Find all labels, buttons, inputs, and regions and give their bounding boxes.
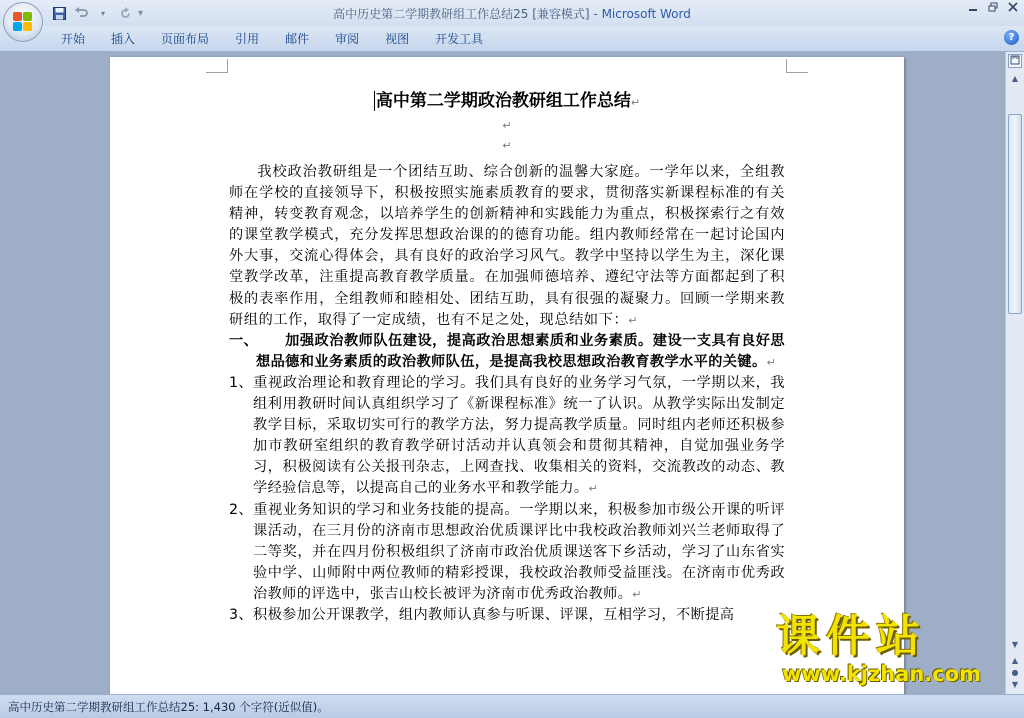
restore-button[interactable] — [986, 2, 1000, 16]
minimize-button[interactable] — [966, 2, 980, 16]
ribbon-tab-bar — [0, 26, 1024, 52]
empty-paragraph[interactable] — [229, 115, 785, 135]
word-count-status[interactable]: 高中历史第二学期教研组工作总结25: 1,430 个字符(近似值)。 — [8, 700, 329, 714]
list-item[interactable]: 1、重视政治理论和教育理论的学习。我们具有良好的业务学习气氛，一学期以来，我组利用教研时间认真组织学习了《新课程标准》统一了认识。从教学实际出发制定教学目标，采取切实可行的教学方法，努力提高教学质量。同时组内老师还积极参加市教研室组织的教育教学研讨活动并认真领会和贯彻其精神，自觉加强业务学习，积极阅读有公关报刊杂志，上网查找、收集相关的资料，交流教改的动态、教学经验信息等，以提高自己的业务水平和教学能力。↵ — [229, 374, 785, 497]
paragraph-mark-icon: ↵ — [632, 587, 642, 601]
document-name: 高中历史第二学期教研组工作总结25 [兼容模式] — [333, 7, 590, 21]
text-cursor — [374, 91, 375, 111]
restore-icon — [988, 2, 998, 12]
ruler-icon — [1010, 55, 1020, 65]
scroll-down-button[interactable] — [1008, 638, 1022, 652]
tab-review[interactable]: 审阅 — [335, 32, 360, 46]
scroll-up-button[interactable] — [1008, 72, 1022, 86]
double-arrow-down-icon: ▼ — [1011, 680, 1019, 689]
close-button[interactable] — [1006, 2, 1020, 16]
list-item-number: 2、 — [229, 501, 254, 518]
browse-object-icon: ● — [1011, 668, 1019, 677]
tab-mailings[interactable]: 邮件 — [285, 32, 310, 46]
tab-references[interactable]: 引用 — [235, 32, 260, 46]
minimize-icon — [968, 2, 978, 12]
tab-developer[interactable]: 开发工具 — [435, 32, 484, 46]
arrow-down-icon: ▼ — [1011, 640, 1019, 649]
paragraph-mark-icon: ↵ — [630, 96, 641, 109]
title-bar — [0, 0, 1024, 26]
window-controls — [966, 2, 1020, 16]
office-logo-icon — [13, 12, 33, 32]
intro-paragraph[interactable]: 我校政治教研组是一个团结互助、综合创新的温馨大家庭。一学年以来，全组教师在学校的直接领导下，积极按照实施素质教育的要求，贯彻落实新课程标准的有关精神，转变教育观念，以培养学生的创新精神和实践能力为重点，积极探索行之有效的课堂教学模式，充分发挥思想政治课的的德育功能。组内教师经常在一起讨论国内外大事，交流心得体会，具有良好的政治学习风气。教学中坚持以学生为主，深化课堂教学改革，注重提高教育教学质量。在加强师德培养、遵纪守法等方面都起到了积极的表率作用，全组教师和睦相处、团结互助，具有很强的凝聚力。回顾一学期来教研组的工作，取得了一定成绩，也有不足之处，现总结如下：↵ — [229, 164, 785, 328]
list-item[interactable]: 2、重视业务知识的学习和业务技能的提高。一学期以来，积极参加市级公开课的听评课活动，在三月份的济南市思想政治优质课评比中我校政治教师刘兴兰老师取得了二等奖，并在四月份积极组织了济南市政治优质课送客下乡活动，学习了山东省实验中学、山师附中两位教师的精彩授课，我校政治教师受益匪浅。在济南市优秀政治教师的评选中，张吉山校长被评为济南市优秀政治教师。↵ — [229, 501, 785, 602]
document-title[interactable]: 高中第二学期政治教研组工作总结↵ — [375, 91, 641, 111]
tab-home[interactable]: 开始 — [61, 32, 86, 46]
section-heading[interactable]: 一、 加强政治教师队伍建设，提高政治思想素质和业务素质。建设一支具有良好思想品德和业务素质的政治教师队伍，是提高我校思想政治教育教学水平的关键。↵ — [229, 332, 785, 370]
paragraph-mark-icon: ↵ — [628, 313, 639, 327]
office-button[interactable] — [3, 2, 43, 42]
tab-insert[interactable]: 插入 — [111, 32, 136, 46]
customize-qat-button[interactable]: ▾ — [138, 7, 144, 19]
double-arrow-up-icon: ▲ — [1011, 656, 1019, 665]
window-title — [0, 5, 1024, 22]
paragraph-mark-icon: ↵ — [766, 355, 777, 369]
status-bar — [0, 694, 1024, 718]
document-workspace[interactable] — [0, 52, 1005, 694]
paragraph-mark-icon: ↵ — [588, 482, 599, 496]
list-item[interactable]: 3、积极参加公开课教学，组内教师认真参与听课、评课，互相学习，不断提高 — [229, 605, 785, 626]
list-item-number: 1、 — [229, 374, 254, 391]
tab-view[interactable]: 视图 — [385, 32, 410, 46]
arrow-up-icon: ▲ — [1011, 74, 1019, 83]
close-icon — [1008, 2, 1018, 12]
paragraph-mark-icon: ↵ — [502, 139, 512, 152]
app-name: Microsoft Word — [601, 7, 691, 21]
list-item-number: 3、 — [229, 606, 254, 623]
view-ruler-button[interactable] — [1008, 54, 1022, 68]
heading-number: 一、 — [229, 332, 259, 349]
document-body[interactable] — [229, 87, 785, 626]
scrollbar-thumb[interactable] — [1008, 114, 1022, 314]
paragraph-mark-icon: ↵ — [502, 119, 512, 132]
tab-page-layout[interactable]: 页面布局 — [161, 32, 210, 46]
ribbon-tabs — [48, 31, 496, 47]
help-button[interactable]: ? — [1004, 30, 1019, 45]
vertical-scrollbar[interactable] — [1005, 52, 1024, 694]
document-page[interactable] — [110, 57, 904, 694]
empty-paragraph[interactable] — [229, 135, 785, 155]
margin-corner-mark — [206, 59, 228, 73]
chevron-down-icon: ▾ — [100, 8, 105, 18]
title-separator: - — [589, 7, 602, 21]
margin-corner-mark — [786, 59, 808, 73]
watermark-url: www.kjzhan.com — [782, 662, 982, 686]
next-page-button[interactable] — [1008, 678, 1022, 692]
watermark — [776, 612, 1006, 692]
watermark-title: 课件站 — [776, 611, 926, 662]
